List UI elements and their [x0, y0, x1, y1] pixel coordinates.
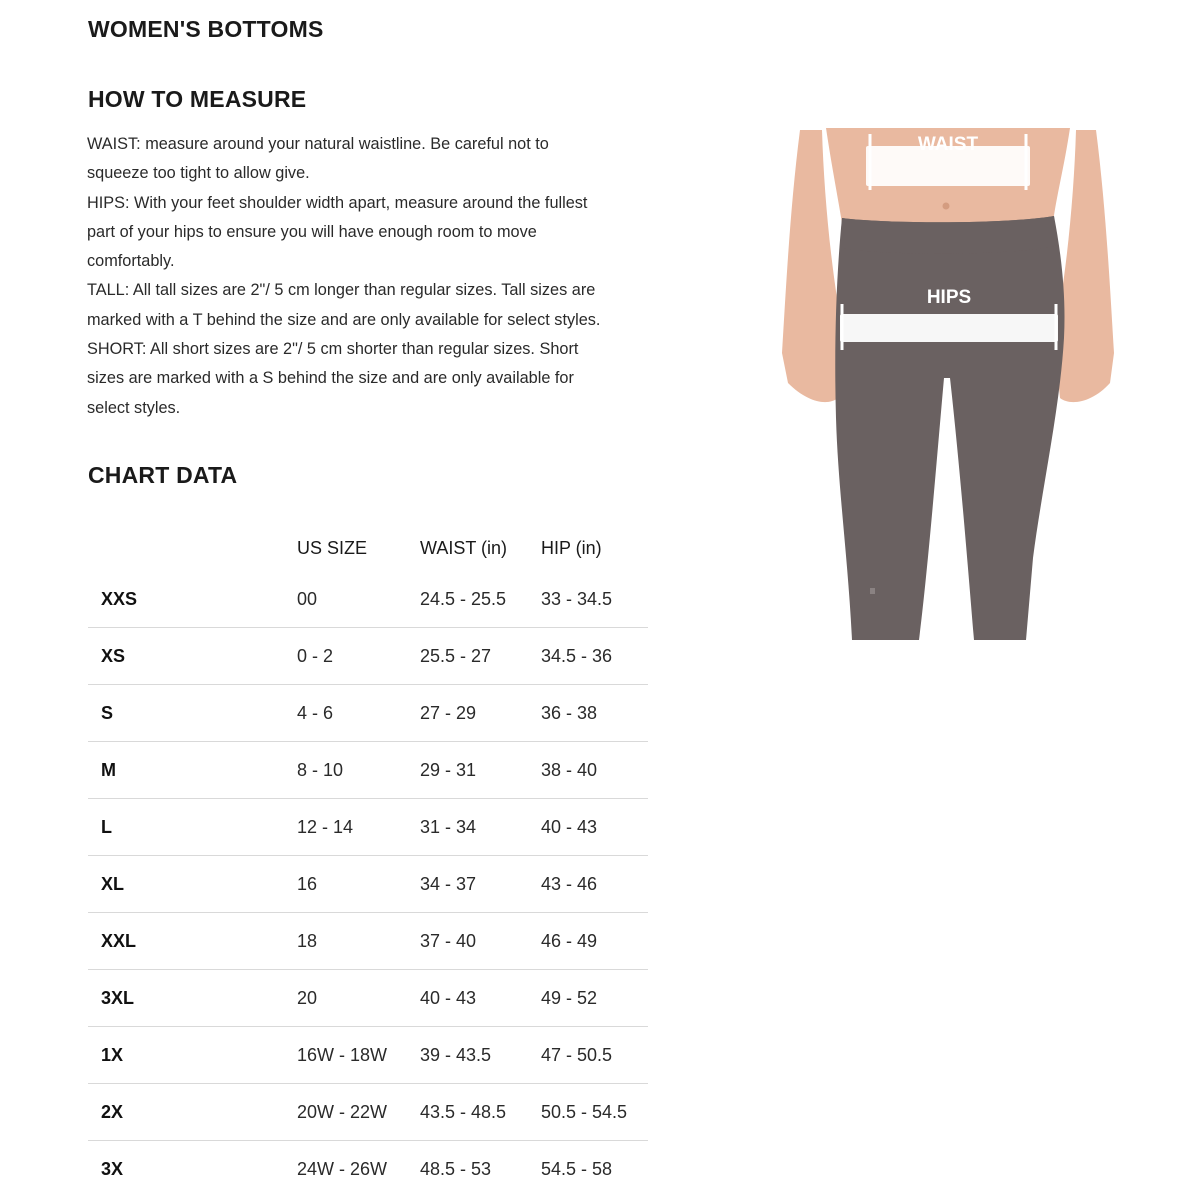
size-name-cell: XS — [88, 628, 297, 685]
hip-cell: 33 - 34.5 — [541, 571, 648, 628]
waist-label: WAIST — [917, 134, 979, 155]
measurement-figure — [778, 128, 1118, 648]
waist-cell: 27 - 29 — [420, 685, 541, 742]
table-row — [88, 628, 648, 685]
waist-cell: 39 - 43.5 — [420, 1027, 541, 1084]
table-row — [88, 742, 648, 799]
right-arm-shape — [1054, 130, 1114, 402]
table-row — [88, 856, 648, 913]
hip-cell: 47 - 50.5 — [541, 1027, 648, 1084]
measuring-instructions — [87, 130, 662, 423]
leggings-shape — [835, 216, 1064, 640]
hip-cell: 54.5 - 58 — [541, 1158, 613, 1179]
hip-cell: 49 - 52 — [541, 970, 648, 1027]
hips-measure-band — [840, 314, 1058, 342]
us-size-cell: 0 - 2 — [297, 628, 420, 685]
us-size-cell: 16 — [297, 856, 420, 913]
size-name-cell: XXL — [88, 913, 297, 970]
us-size-cell: 20W - 22W — [297, 1084, 420, 1141]
size-name-cell: L — [88, 799, 297, 856]
waist-cell: 24.5 - 25.5 — [420, 571, 541, 628]
us-size-cell: 8 - 10 — [297, 742, 420, 799]
page-title: WOMEN'S BOTTOMS — [88, 16, 324, 42]
us-size-cell: 20 — [297, 970, 420, 1027]
hip-cell: 34.5 - 36 — [541, 628, 648, 685]
waist-cell: 48.5 - 53 — [420, 1158, 492, 1179]
waist-cell: 29 - 31 — [420, 742, 541, 799]
chart-data-heading: CHART DATA — [88, 462, 238, 488]
instruction-line: WAIST: measure around your natural waistline. Be careful not to — [87, 135, 549, 153]
leggings-logo-mark — [870, 588, 875, 594]
instruction-line: marked with a T behind the size and are only available for select styles. — [87, 310, 601, 329]
size-name-cell: XXS — [88, 571, 297, 628]
instruction-line: SHORT: All short sizes are 2"/ 5 cm shorter than regular sizes. Short — [87, 340, 579, 359]
hip-cell: 40 - 43 — [541, 799, 648, 856]
waist-cell: 34 - 37 — [420, 856, 541, 913]
instruction-line: part of your hips to ensure you will have enough room to move — [87, 222, 537, 241]
us-size-cell: 12 - 14 — [297, 799, 420, 856]
table-row — [88, 970, 648, 1027]
table-header-row — [88, 526, 648, 571]
waist-cell: 25.5 - 27 — [420, 628, 541, 685]
hip-cell: 46 - 49 — [541, 913, 648, 970]
size-name-cell: 3XL — [88, 970, 297, 1027]
size-name-cell: 2X — [88, 1084, 297, 1141]
instruction-line: TALL: All tall sizes are 2"/ 5 cm longer than regular sizes. Tall sizes are — [87, 281, 596, 300]
us-size-cell: 00 — [297, 571, 420, 628]
instruction-line: squeeze too tight to allow give. — [87, 164, 310, 183]
how-to-measure-heading: HOW TO MEASURE — [88, 86, 307, 112]
waist-cell: 37 - 40 — [420, 913, 541, 970]
column-header-size — [88, 526, 297, 571]
size-chart-table — [88, 526, 648, 1197]
table-row — [88, 799, 648, 856]
table-row — [88, 571, 648, 628]
size-name-cell: 1X — [88, 1027, 297, 1084]
waist-cell: 40 - 43 — [420, 970, 541, 1027]
us-size-cell: 4 - 6 — [297, 685, 420, 742]
table-row — [88, 1141, 648, 1198]
instruction-line: comfortably. — [87, 252, 175, 271]
waist-cell: 31 - 34 — [420, 799, 541, 856]
measurement-figure-illustration — [778, 128, 1118, 648]
waist-cell: 43.5 - 48.5 — [420, 1084, 541, 1141]
size-name-cell: M — [88, 742, 297, 799]
column-header-waist: WAIST (in) — [420, 538, 508, 558]
us-size-cell: 16W - 18W — [297, 1027, 420, 1084]
us-size-cell: 24W - 26W — [297, 1158, 388, 1179]
hip-cell: 50.5 - 54.5 — [541, 1084, 648, 1141]
size-name-cell: S — [88, 685, 297, 742]
hip-cell: 43 - 46 — [541, 856, 648, 913]
navel-shape — [943, 203, 950, 210]
column-header-hip: HIP (in) — [541, 538, 602, 558]
table-row — [88, 913, 648, 970]
instruction-line: select styles. — [87, 398, 181, 417]
instruction-line: sizes are marked with a S behind the size and are only available for — [87, 369, 574, 388]
hips-label: HIPS — [926, 287, 972, 308]
table-row — [88, 685, 648, 742]
size-name-cell: XL — [88, 856, 297, 913]
table-row — [88, 1027, 648, 1084]
hip-cell: 38 - 40 — [541, 742, 648, 799]
column-header-us-size: US SIZE — [297, 538, 368, 558]
size-name-cell: 3X — [101, 1158, 124, 1179]
hip-cell: 36 - 38 — [541, 685, 648, 742]
instruction-line: HIPS: With your feet shoulder width apart, measure around the fullest — [87, 193, 588, 212]
table-row — [88, 1084, 648, 1141]
us-size-cell: 18 — [297, 913, 420, 970]
